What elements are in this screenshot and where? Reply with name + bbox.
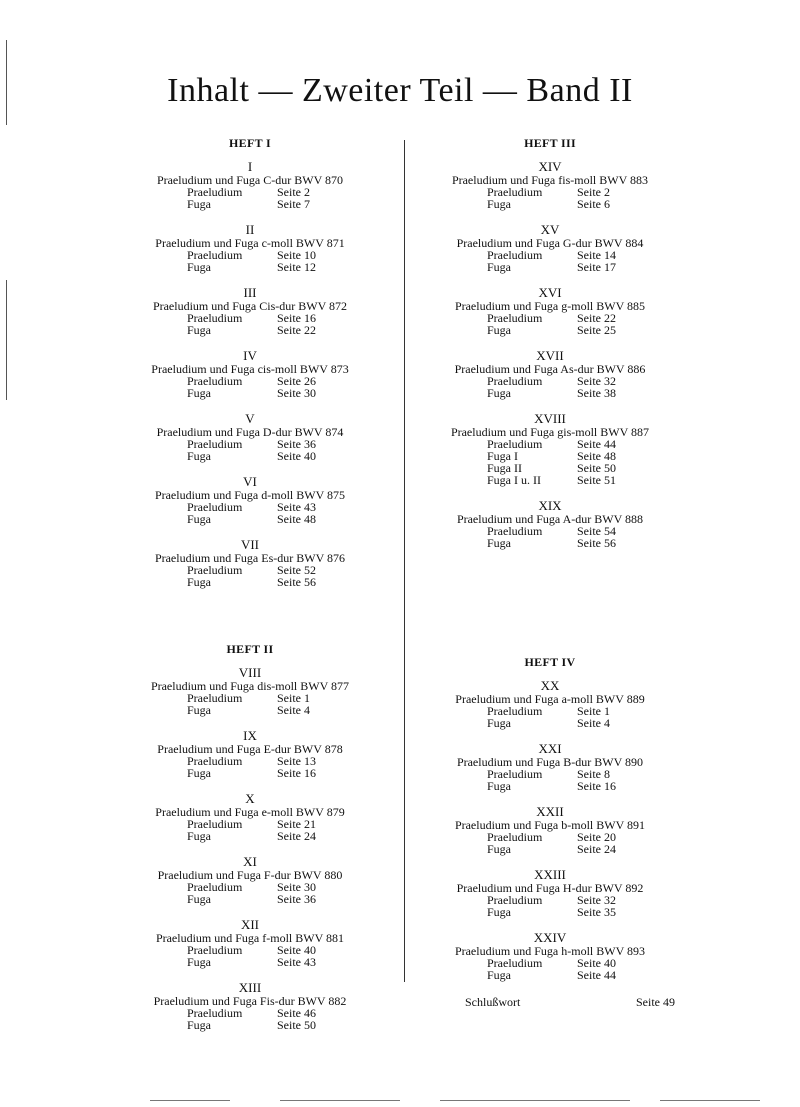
toc-entry (115, 224, 385, 273)
movement-row (415, 324, 685, 336)
page-reference: Seite 17 (577, 260, 616, 274)
movement-label: Praeludium (487, 374, 543, 388)
movement-row (115, 198, 385, 210)
movement-label: Fuga (487, 260, 511, 274)
movement-label: Fuga (487, 968, 511, 982)
work-title: Praeludium und Fuga d-moll BWV 875 (154, 488, 346, 502)
movement-row (115, 186, 385, 198)
movement-label: Fuga (187, 575, 211, 589)
page-reference: Seite 4 (277, 703, 310, 717)
page-reference: Seite 35 (577, 905, 616, 919)
movement-row (415, 894, 685, 906)
movement-row (115, 893, 385, 905)
page-reference: Seite 51 (577, 473, 616, 487)
roman-numeral: XVIII (534, 411, 566, 426)
closing-page: Seite 49 (636, 995, 675, 1009)
movement-label: Fuga (187, 703, 211, 717)
movement-row (415, 198, 685, 210)
movement-row (115, 249, 385, 261)
work-title: Praeludium und Fuga F-dur BWV 880 (157, 868, 343, 882)
movement-label: Fuga (487, 536, 511, 550)
toc-entry (415, 224, 685, 273)
roman-numeral: V (245, 411, 255, 426)
page-reference: Seite 22 (277, 323, 316, 337)
page-reference: Seite 12 (277, 260, 316, 274)
work-title: Praeludium und Fuga D-dur BWV 874 (156, 425, 344, 439)
work-title: Praeludium und Fuga cis-moll BWV 873 (151, 362, 349, 376)
scan-edge-mark (6, 330, 7, 400)
movement-row (415, 525, 685, 537)
work-title: Praeludium und Fuga c-moll BWV 871 (155, 236, 345, 250)
toc-entry (115, 793, 385, 842)
roman-numeral: XXII (536, 804, 564, 819)
page-reference: Seite 6 (577, 197, 610, 211)
page-reference: Seite 1 (277, 691, 310, 705)
roman-numeral: VII (240, 537, 260, 552)
movement-label: Praeludium (187, 185, 243, 199)
right-column (415, 136, 685, 1010)
roman-numeral: IX (243, 728, 257, 743)
movement-label: Praeludium (487, 704, 543, 718)
work-title: Praeludium und Fuga C-dur BWV 870 (156, 173, 344, 187)
page-reference: Seite 48 (277, 512, 316, 526)
movement-label: Praeludium (187, 563, 243, 577)
movement-label: Fuga (187, 955, 211, 969)
movement-label: Fuga (487, 905, 511, 919)
work-title: Praeludium und Fuga e-moll BWV 879 (155, 805, 345, 819)
roman-numeral: VI (243, 474, 257, 489)
movement-label: Fuga (487, 386, 511, 400)
page-reference: Seite 48 (577, 449, 616, 463)
page-reference: Seite 30 (277, 880, 316, 894)
roman-numeral: II (245, 222, 255, 237)
movement-label: Praeludium (187, 374, 243, 388)
page-reference: Seite 16 (577, 779, 616, 793)
work-title: Praeludium und Fuga h-moll BWV 893 (454, 944, 646, 958)
movement-row (415, 249, 685, 261)
toc-entry (415, 806, 685, 855)
page-reference: Seite 22 (577, 311, 616, 325)
roman-numeral: XVII (536, 348, 564, 363)
bottom-rule (280, 1100, 400, 1101)
work-title: Praeludium und Fuga gis-moll BWV 887 (450, 425, 650, 439)
page-reference: Seite 38 (577, 386, 616, 400)
movement-row (115, 438, 385, 450)
page-title: Inhalt — Zweiter Teil — Band II (167, 72, 633, 109)
roman-numeral: XIV (538, 159, 562, 174)
movement-label: Fuga (187, 766, 211, 780)
toc-entry (415, 500, 685, 549)
page-reference: Seite 56 (277, 575, 316, 589)
movement-label: Praeludium (187, 691, 243, 705)
work-title: Praeludium und Fuga A-dur BWV 888 (456, 512, 644, 526)
toc-entry (115, 730, 385, 779)
heft-heading: HEFT II (226, 642, 274, 656)
section-gap (115, 602, 385, 642)
work-title: Praeludium und Fuga E-dur BWV 878 (157, 742, 343, 756)
page-reference: Seite 14 (577, 248, 616, 262)
movement-row (415, 387, 685, 399)
toc-entry (115, 539, 385, 588)
page-reference: Seite 20 (577, 830, 616, 844)
page-reference: Seite 32 (577, 374, 616, 388)
movement-row (415, 537, 685, 549)
page-reference: Seite 50 (277, 1018, 316, 1032)
roman-numeral: XXIII (534, 867, 566, 882)
work-title: Praeludium und Fuga fis-moll BWV 883 (451, 173, 649, 187)
movement-label: Fuga (187, 829, 211, 843)
scan-edge-mark (6, 40, 7, 125)
bottom-rule (660, 1100, 760, 1101)
movement-row (115, 956, 385, 968)
movement-row (115, 944, 385, 956)
column-divider (404, 140, 405, 982)
movement-row (415, 957, 685, 969)
page-reference: Seite 16 (277, 311, 316, 325)
movement-label: Praeludium (487, 956, 543, 970)
toc-entry (115, 287, 385, 336)
page-reference: Seite 50 (577, 461, 616, 475)
work-title: Praeludium und Fuga Fis-dur BWV 882 (153, 994, 347, 1008)
page-reference: Seite 56 (577, 536, 616, 550)
work-title: Praeludium und Fuga dis-moll BWV 877 (150, 679, 350, 693)
page-reference: Seite 25 (577, 323, 616, 337)
page-reference: Seite 46 (277, 1006, 316, 1020)
movement-label: Praeludium (487, 248, 543, 262)
page-reference: Seite 24 (577, 842, 616, 856)
movement-label: Fuga I u. II (487, 473, 541, 487)
movement-row (115, 576, 385, 588)
movement-label: Praeludium (187, 817, 243, 831)
roman-numeral: XIX (538, 498, 562, 513)
movement-row (115, 1007, 385, 1019)
movement-row (115, 830, 385, 842)
work-title: Praeludium und Fuga g-moll BWV 885 (454, 299, 646, 313)
movement-row (415, 186, 685, 198)
page-reference: Seite 40 (277, 449, 316, 463)
bottom-rule (150, 1100, 230, 1101)
movement-row (115, 818, 385, 830)
page-reference: Seite 13 (277, 754, 316, 768)
movement-row (415, 831, 685, 843)
roman-numeral: XIII (238, 980, 262, 995)
toc-entry (115, 350, 385, 399)
movement-label: Praeludium (487, 437, 543, 451)
page-reference: Seite 21 (277, 817, 316, 831)
movement-row (415, 312, 685, 324)
movement-row (415, 438, 685, 450)
toc-entry (115, 413, 385, 462)
page-reference: Seite 32 (577, 893, 616, 907)
movement-label: Fuga (187, 892, 211, 906)
page-reference: Seite 52 (277, 563, 316, 577)
movement-row (415, 969, 685, 981)
movement-label: Fuga (487, 779, 511, 793)
page-reference: Seite 1 (577, 704, 610, 718)
movement-row (415, 843, 685, 855)
movement-label: Praeludium (487, 893, 543, 907)
page-reference: Seite 16 (277, 766, 316, 780)
movement-row (115, 881, 385, 893)
heft-heading: HEFT III (524, 136, 576, 150)
page-reference: Seite 10 (277, 248, 316, 262)
roman-numeral: VIII (238, 665, 262, 680)
movement-label: Praeludium (487, 524, 543, 538)
work-title: Praeludium und Fuga Es-dur BWV 876 (154, 551, 346, 565)
toc-entry (115, 982, 385, 1031)
movement-row (115, 767, 385, 779)
toc-entry (115, 919, 385, 968)
bottom-rule (440, 1100, 630, 1101)
movement-row (415, 474, 685, 486)
movement-label: Praeludium (487, 767, 543, 781)
movement-row (115, 755, 385, 767)
heft-heading: HEFT IV (524, 655, 576, 669)
movement-row (115, 375, 385, 387)
movement-row (415, 261, 685, 273)
work-title: Praeludium und Fuga G-dur BWV 884 (456, 236, 644, 250)
movement-label: Praeludium (487, 311, 543, 325)
roman-numeral: XII (240, 917, 260, 932)
movement-row (115, 1019, 385, 1031)
movement-label: Praeludium (187, 754, 243, 768)
movement-label: Fuga (187, 386, 211, 400)
movement-label: Fuga (187, 260, 211, 274)
toc-entry (115, 667, 385, 716)
page-reference: Seite 36 (277, 437, 316, 451)
movement-label: Fuga (187, 512, 211, 526)
work-title: Praeludium und Fuga H-dur BWV 892 (456, 881, 644, 895)
movement-label: Fuga (187, 197, 211, 211)
toc-entry (415, 932, 685, 981)
movement-row (115, 501, 385, 513)
toc-entry (115, 856, 385, 905)
roman-numeral: XVI (538, 285, 562, 300)
work-title: Praeludium und Fuga b-moll BWV 891 (454, 818, 646, 832)
movement-row (115, 513, 385, 525)
movement-row (115, 324, 385, 336)
roman-numeral: XX (540, 678, 560, 693)
roman-numeral: X (245, 791, 255, 806)
movement-label: Praeludium (187, 248, 243, 262)
page-reference: Seite 44 (577, 968, 616, 982)
toc-entry (415, 350, 685, 399)
toc-entry (115, 476, 385, 525)
movement-row (115, 450, 385, 462)
movement-label: Praeludium (187, 880, 243, 894)
movement-row (415, 375, 685, 387)
page-reference: Seite 4 (577, 716, 610, 730)
movement-row (415, 717, 685, 729)
page-reference: Seite 7 (277, 197, 310, 211)
movement-row (115, 387, 385, 399)
movement-label: Fuga II (487, 461, 522, 475)
work-title: Praeludium und Fuga B-dur BWV 890 (456, 755, 644, 769)
toc-entry (415, 287, 685, 336)
roman-numeral: XI (243, 854, 257, 869)
page-reference: Seite 2 (577, 185, 610, 199)
page-reference: Seite 40 (577, 956, 616, 970)
work-title: Praeludium und Fuga f-moll BWV 881 (155, 931, 345, 945)
roman-numeral: IV (243, 348, 257, 363)
toc-entry (115, 161, 385, 210)
toc-entry (415, 869, 685, 918)
page-reference: Seite 36 (277, 892, 316, 906)
page-reference: Seite 26 (277, 374, 316, 388)
movement-row (115, 704, 385, 716)
movement-label: Praeludium (187, 500, 243, 514)
movement-label: Fuga (187, 449, 211, 463)
heft-heading: HEFT I (229, 136, 271, 150)
movement-row (115, 564, 385, 576)
section-gap (415, 563, 685, 655)
work-title: Praeludium und Fuga As-dur BWV 886 (454, 362, 646, 376)
movement-row (115, 692, 385, 704)
work-title: Praeludium und Fuga Cis-dur BWV 872 (152, 299, 348, 313)
page-reference: Seite 43 (277, 500, 316, 514)
page-reference: Seite 24 (277, 829, 316, 843)
toc-entry (415, 680, 685, 729)
movement-label: Fuga (487, 197, 511, 211)
page-reference: Seite 40 (277, 943, 316, 957)
page-reference: Seite 8 (577, 767, 610, 781)
closing-row (415, 995, 685, 1010)
movement-label: Fuga (187, 1018, 211, 1032)
page-reference: Seite 44 (577, 437, 616, 451)
movement-label: Praeludium (187, 943, 243, 957)
movement-label: Praeludium (187, 1006, 243, 1020)
page-reference: Seite 2 (277, 185, 310, 199)
toc-entry (415, 743, 685, 792)
movement-row (115, 261, 385, 273)
movement-row (415, 450, 685, 462)
scan-edge-mark (6, 280, 7, 330)
toc-entry (415, 161, 685, 210)
roman-numeral: XXI (538, 741, 562, 756)
movement-label: Fuga (487, 842, 511, 856)
movement-label: Fuga (187, 323, 211, 337)
movement-label: Praeludium (487, 830, 543, 844)
roman-numeral: XXIV (533, 930, 567, 945)
roman-numeral: III (243, 285, 257, 300)
movement-label: Praeludium (487, 185, 543, 199)
movement-label: Praeludium (187, 437, 243, 451)
movement-row (415, 906, 685, 918)
movement-label: Praeludium (187, 311, 243, 325)
movement-row (415, 705, 685, 717)
left-column (115, 136, 385, 1045)
movement-row (415, 462, 685, 474)
closing-label: Schlußwort (465, 995, 521, 1009)
toc-entry (415, 413, 685, 486)
roman-numeral: XV (540, 222, 560, 237)
work-title: Praeludium und Fuga a-moll BWV 889 (455, 692, 645, 706)
movement-label: Fuga (487, 323, 511, 337)
page-reference: Seite 43 (277, 955, 316, 969)
movement-row (115, 312, 385, 324)
movement-label: Fuga I (487, 449, 518, 463)
page-reference: Seite 30 (277, 386, 316, 400)
movement-label: Fuga (487, 716, 511, 730)
page-reference: Seite 54 (577, 524, 616, 538)
movement-row (415, 768, 685, 780)
movement-row (415, 780, 685, 792)
roman-numeral: I (247, 159, 253, 174)
